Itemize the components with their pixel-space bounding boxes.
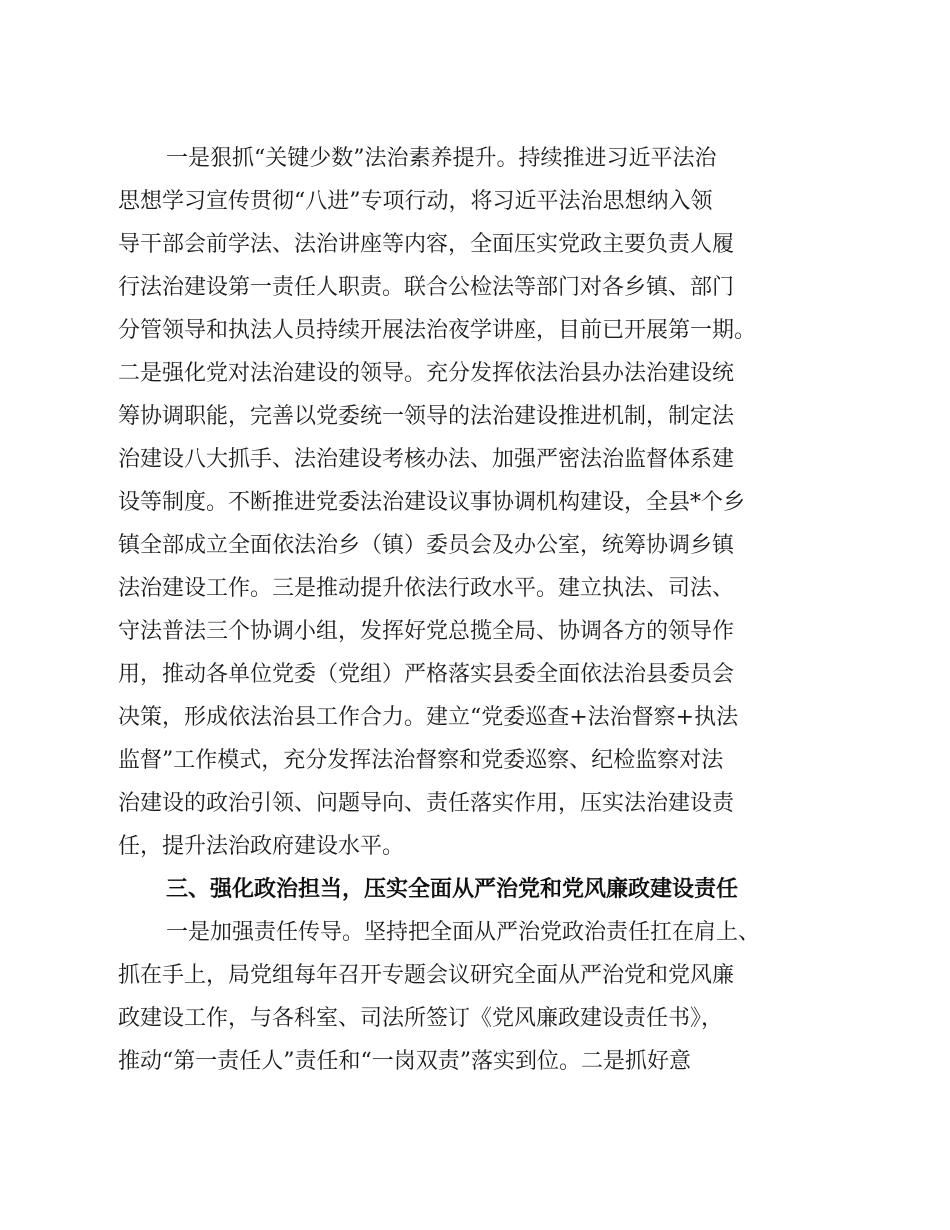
paragraph-1-line-2: 思想学习宣传贯彻“八进”专项行动，将习近平法治思想纳入领 <box>118 189 713 214</box>
paragraph-1-line-1: 一是狠抓“关键少数”法治素养提升。持续推进习近平法治 <box>166 146 717 171</box>
paragraph-1-line-17: 任，提升法治政府建设水平。 <box>118 834 405 859</box>
paragraph-1-line-3: 导干部会前学法、法治讲座等内容，全面压实党政主要负责人履 <box>118 232 735 257</box>
paragraph-1-line-5: 分管领导和执法人员持续开展法治夜学讲座，目前已开展第一期。 <box>118 318 757 343</box>
paragraph-2-line-1: 一是加强责任传导。坚持把全面从严治党政治责任扛在肩上、 <box>166 920 761 945</box>
paragraph-1-line-8: 治建设八大抓手、法治建设考核办法、加强严密法治监督体系建 <box>118 447 735 472</box>
paragraph-1-line-15: 监督”工作模式，充分发挥法治督察和党委巡察、纪检监察对法 <box>118 748 724 773</box>
paragraph-2-line-4: 推动“第一责任人”责任和“一岗双责”落实到位。二是抓好意 <box>118 1049 691 1074</box>
paragraph-1-line-9: 设等制度。不断推进党委法治建设议事协调机构建设，全县*个乡 <box>118 490 746 515</box>
paragraph-1-line-16: 治建设的政治引领、问题导向、责任落实作用，压实法治建设责 <box>118 791 735 816</box>
paragraph-1-line-14: 决策，形成依法治县工作合力。建立“党委巡查+法治督察+执法 <box>118 705 739 730</box>
section-heading-3: 三、强化政治担当，压实全面从严治党和党风廉政建设责任 <box>166 877 739 902</box>
paragraph-1-line-10: 镇全部成立全面依法治乡（镇）委员会及办公室，统筹协调乡镇 <box>118 533 735 558</box>
paragraph-1-line-4: 行法治建设第一责任人职责。联合公检法等部门对各乡镇、部门 <box>118 275 735 300</box>
paragraph-2-line-2: 抓在手上，局党组每年召开专题会议研究全面从严治党和党风廉 <box>118 963 735 988</box>
paragraph-1-line-6: 二是强化党对法治建设的领导。充分发挥依法治县办法治建设统 <box>118 361 735 386</box>
paragraph-1-line-11: 法治建设工作。三是推动提升依法行政水平。建立执法、司法、 <box>118 576 735 601</box>
paragraph-2-line-3: 政建设工作，与各科室、司法所签订《党风廉政建设责任书》， <box>118 1006 724 1031</box>
paragraph-1-line-13: 用，推动各单位党委（党组）严格落实县委全面依法治县委员会 <box>118 662 735 687</box>
paragraph-1-line-7: 筹协调职能，完善以党委统一领导的法治建设推进机制，制定法 <box>118 404 735 429</box>
paragraph-1-line-12: 守法普法三个协调小组，发挥好党总揽全局、协调各方的领导作 <box>118 619 735 644</box>
